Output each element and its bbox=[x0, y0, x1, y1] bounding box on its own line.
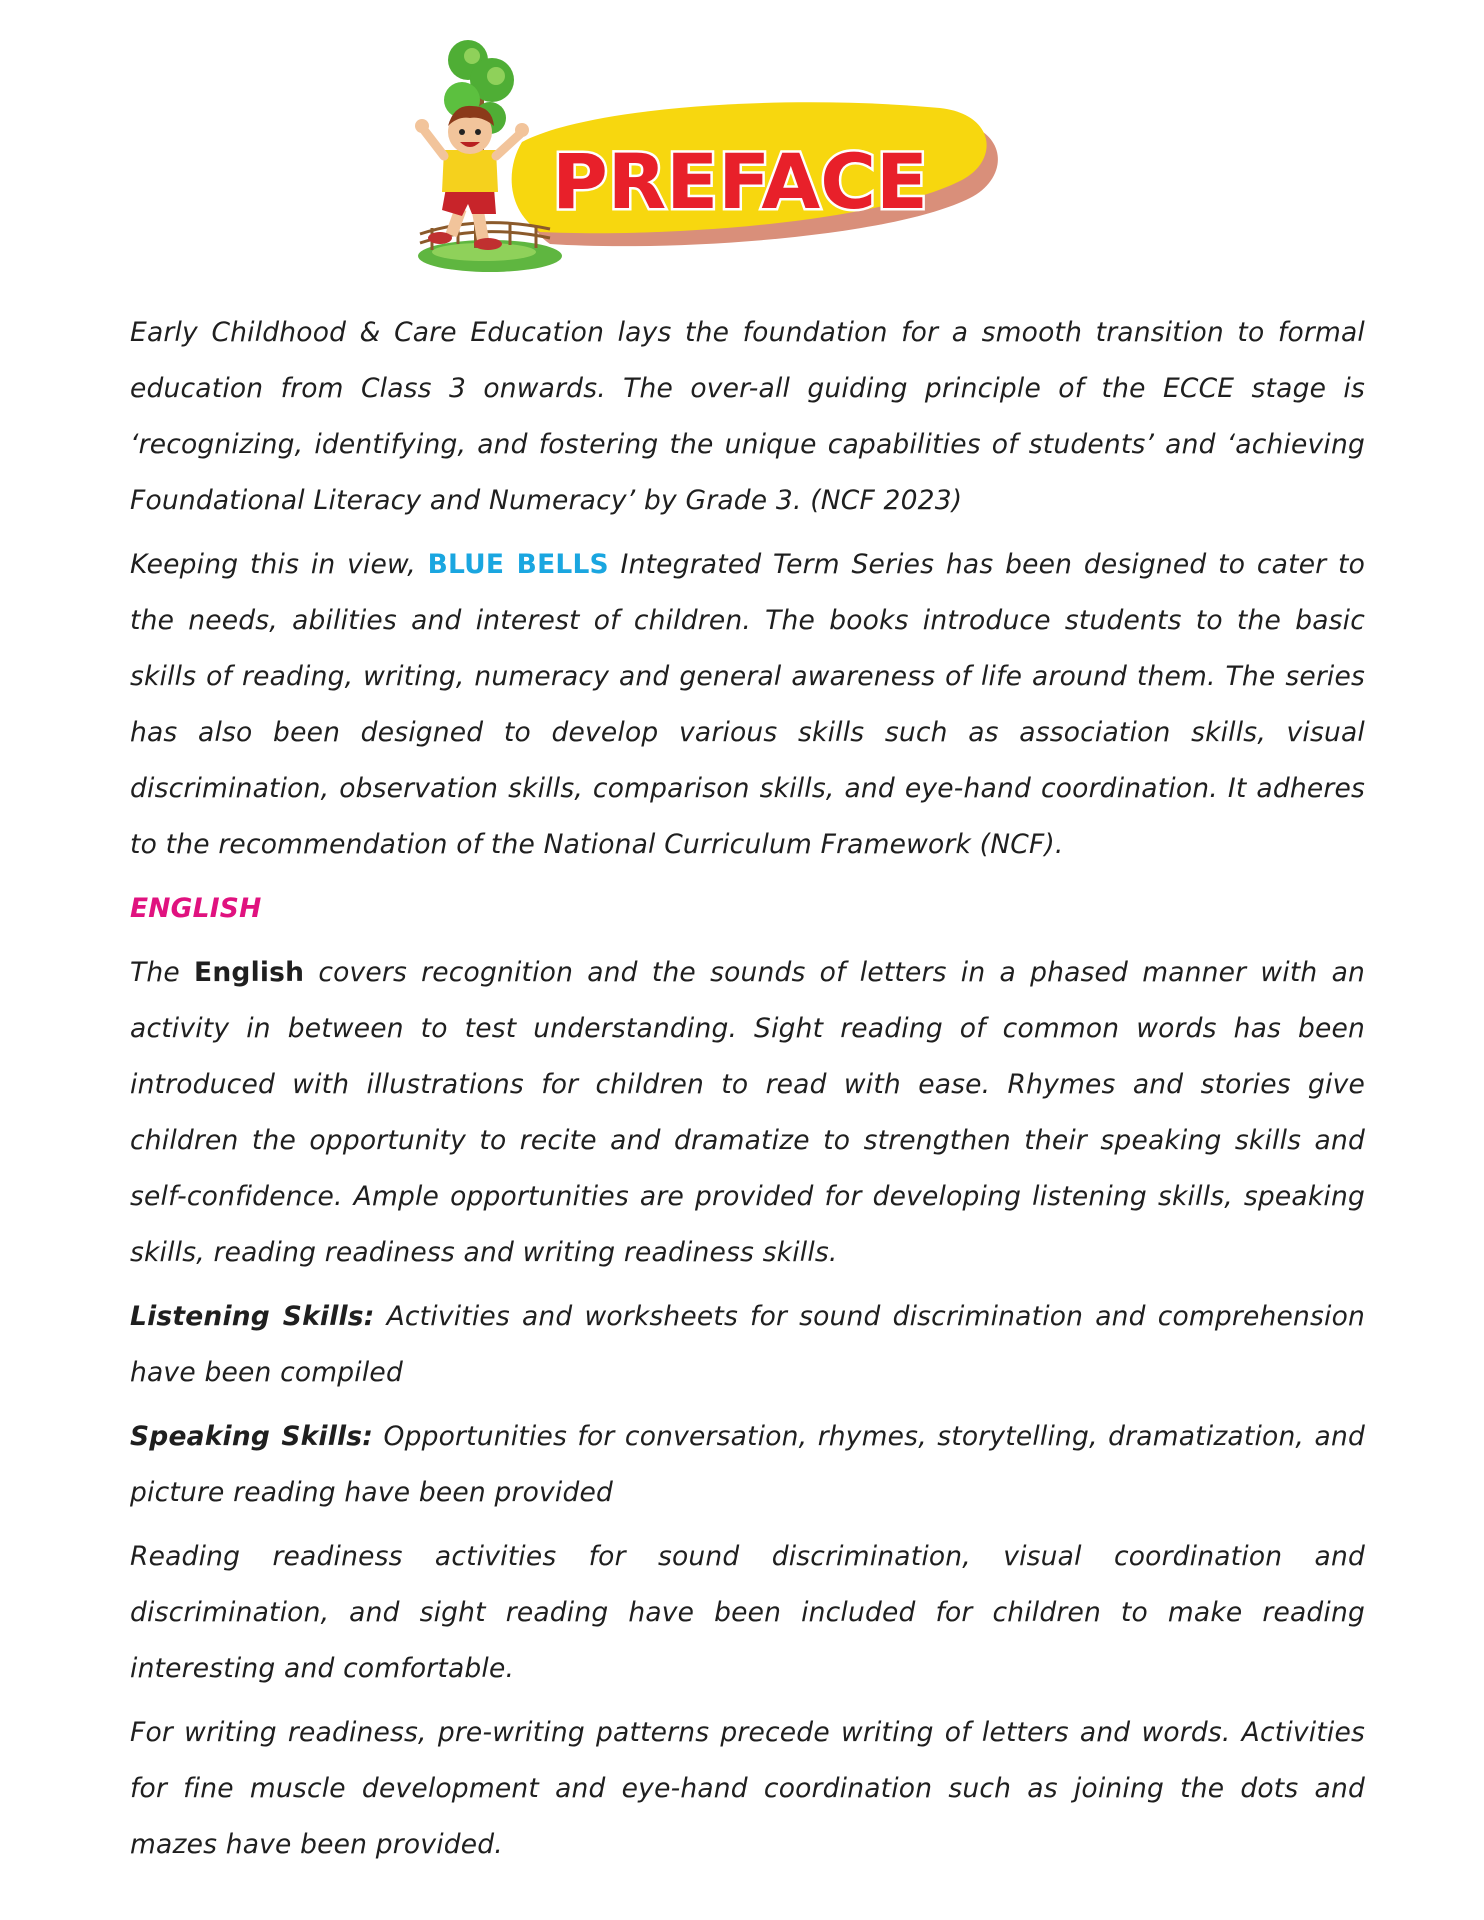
intro-paragraph: Early Childhood & Care Education lays the foundation for a smooth transition to formal education from Class 3 onwards. The over-all guiding principle of the ECCE stage is ‘recognizing, identifying, and fostering the unique capabilities of students’ and ‘achieving Foundational Literacy and Numeracy’ by Grade 3. (NCF 2023) bbox=[130, 317, 1365, 516]
speaking-skills-label: Speaking Skills: bbox=[130, 1421, 374, 1452]
preface-banner bbox=[410, 38, 1010, 278]
brand-name: BLUE BELLS bbox=[427, 549, 609, 580]
english-paragraph-intro: The bbox=[130, 957, 195, 988]
listening-skills-label: Listening Skills: bbox=[130, 1301, 375, 1332]
listening-skills-text: Activities and worksheets for sound discrimination and comprehension have been compiled bbox=[130, 1301, 1365, 1388]
series-paragraph bbox=[130, 537, 1365, 873]
english-paragraph-text: covers recognition and the sounds of letters in a phased manner with an activity in between to test understanding. Sight reading of common words has been introduced with illustrations for children to read with ease. Rhymes and stories give children the opportunity to recite and dramatize to strengthen their speaking skills and self-confidence. Ample opportunities are provided for developing listening skills, speaking skills, reading readiness and writing readiness skills. bbox=[130, 957, 1365, 1268]
reading-readiness-paragraph: Reading readiness activities for sound discrimination, visual coordination and discrimination, and sight reading have been included for children to make reading interesting and comfortable. bbox=[130, 1541, 1365, 1684]
series-paragraph-text: Integrated Term Series has been designed to cater to the needs, abilities and interest of children. The books introduce students to the basic skills of reading, writing, numeracy and general awareness of life around them. The series has also been designed to develop various skills such as association skills, visual discrimination, observation skills, comparison skills, and eye-hand coordination. It adheres to the recommendation of the National Curriculum Framework (NCF). bbox=[130, 549, 1366, 860]
preface-body bbox=[130, 305, 1365, 1881]
speaking-skills-paragraph bbox=[130, 1409, 1365, 1521]
series-paragraph-intro: Keeping this in view, bbox=[130, 549, 428, 580]
section-heading-english: ENGLISH bbox=[130, 893, 262, 924]
english-paragraph bbox=[130, 945, 1365, 1281]
writing-readiness-paragraph: For writing readiness, pre-writing patterns precede writing of letters and words. Activities for fine muscle development and eye-hand coordination such as joining the dots and mazes have been provided. bbox=[130, 1717, 1365, 1860]
page-title: PREFACE bbox=[552, 137, 928, 226]
speaking-skills-text: Opportunities for conversation, rhymes, storytelling, dramatization, and picture reading have been provided bbox=[130, 1421, 1365, 1508]
listening-skills-paragraph bbox=[130, 1289, 1365, 1401]
english-keyword: English bbox=[194, 957, 305, 988]
